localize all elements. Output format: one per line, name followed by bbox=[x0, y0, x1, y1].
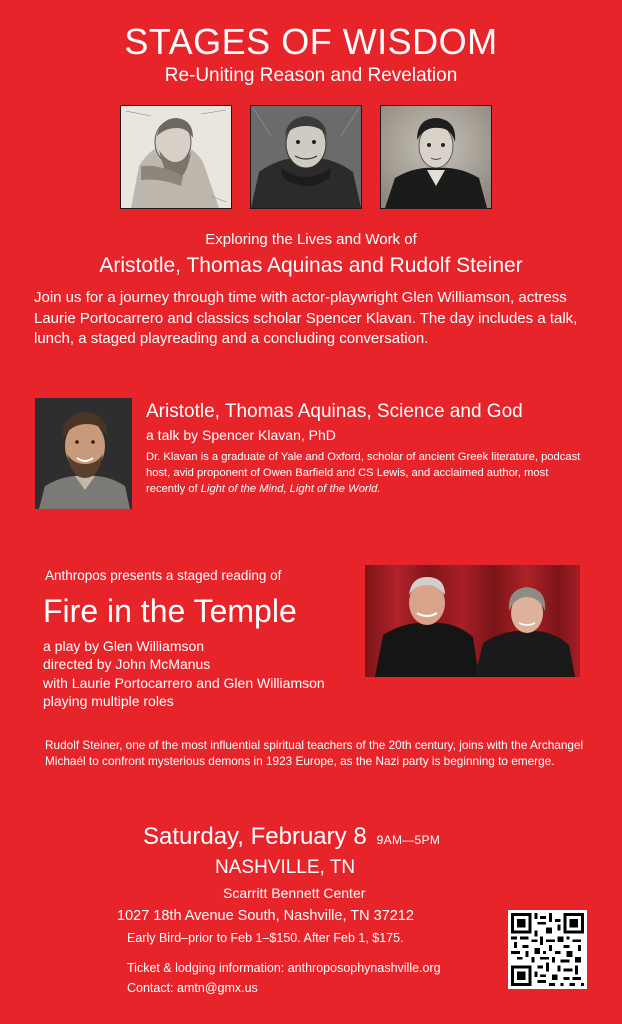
intro-paragraph: Join us for a journey through time with actor-playwright Glen Williamson, actress Laurie Portocarrero and classics scholar Spencer Klavan. The day includes a talk, lunch, a staged playreading and a concluding conversation. bbox=[34, 289, 578, 347]
talk-bio-text: Dr. Klavan is a graduate of Yale and Oxford, scholar of ancient Greek literature, podcast host, avid proponent of Owen Barfield and CS Lewis, and acclaimed author, most recently of bbox=[146, 451, 581, 495]
talk-title: Aristotle, Thomas Aquinas, Science and God bbox=[146, 401, 523, 422]
aristotle-portrait bbox=[120, 105, 232, 209]
play-credit-line: directed by John McManus bbox=[43, 656, 211, 673]
talk-bio-book: Light of the Mind, Light of the World. bbox=[200, 482, 381, 495]
play-presents-line: Anthropos presents a staged reading of bbox=[45, 568, 282, 583]
event-date-line bbox=[143, 822, 440, 855]
page-subtitle: Re-Uniting Reason and Revelation bbox=[164, 65, 458, 86]
play-credit-line: with Laurie Portocarrero and Glen Williamson bbox=[43, 674, 325, 691]
play-title: Fire in the Temple bbox=[43, 593, 297, 629]
play-credit-line: playing multiple roles bbox=[43, 692, 174, 709]
page-title: STAGES OF WISDOM bbox=[124, 21, 498, 62]
play-credits bbox=[43, 637, 325, 710]
event-pricing: Early Bird–prior to Feb 1–$150. After Feb 1, $175. bbox=[127, 931, 404, 945]
contact-info: Contact: amtn@gmx.us bbox=[127, 981, 258, 995]
steiner-portrait bbox=[380, 105, 492, 209]
featured-names: Aristotle, Thomas Aquinas and Rudolf Steiner bbox=[99, 254, 523, 277]
aquinas-portrait bbox=[250, 105, 362, 209]
play-credit-line: a play by Glen Williamson bbox=[43, 638, 205, 654]
ticket-info: Ticket & lodging information: anthroposophynashville.org bbox=[127, 961, 441, 975]
exploring-line: Exploring the Lives and Work of bbox=[205, 231, 417, 248]
event-date: Saturday, February 8 bbox=[143, 823, 367, 850]
event-address: 1027 18th Avenue South, Nashville, TN 37212 bbox=[117, 908, 414, 924]
klavan-photo bbox=[35, 398, 132, 509]
event-time: 9AM—5PM bbox=[376, 833, 441, 847]
event-city: NASHVILLE, TN bbox=[215, 857, 356, 878]
qr-code-icon[interactable] bbox=[508, 910, 587, 989]
talk-speaker: a talk by Spencer Klavan, PhD bbox=[146, 427, 336, 443]
play-description: Rudolf Steiner, one of the most influential spiritual teachers of the 20th century, joins with the Archangel Michaél to confront mysterious demons in 1923 Europe, as the Nazi party is beginning to emerge. bbox=[45, 738, 584, 768]
event-venue: Scarritt Bennett Center bbox=[223, 885, 366, 901]
actors-photo bbox=[365, 565, 580, 677]
talk-bio bbox=[146, 450, 586, 497]
